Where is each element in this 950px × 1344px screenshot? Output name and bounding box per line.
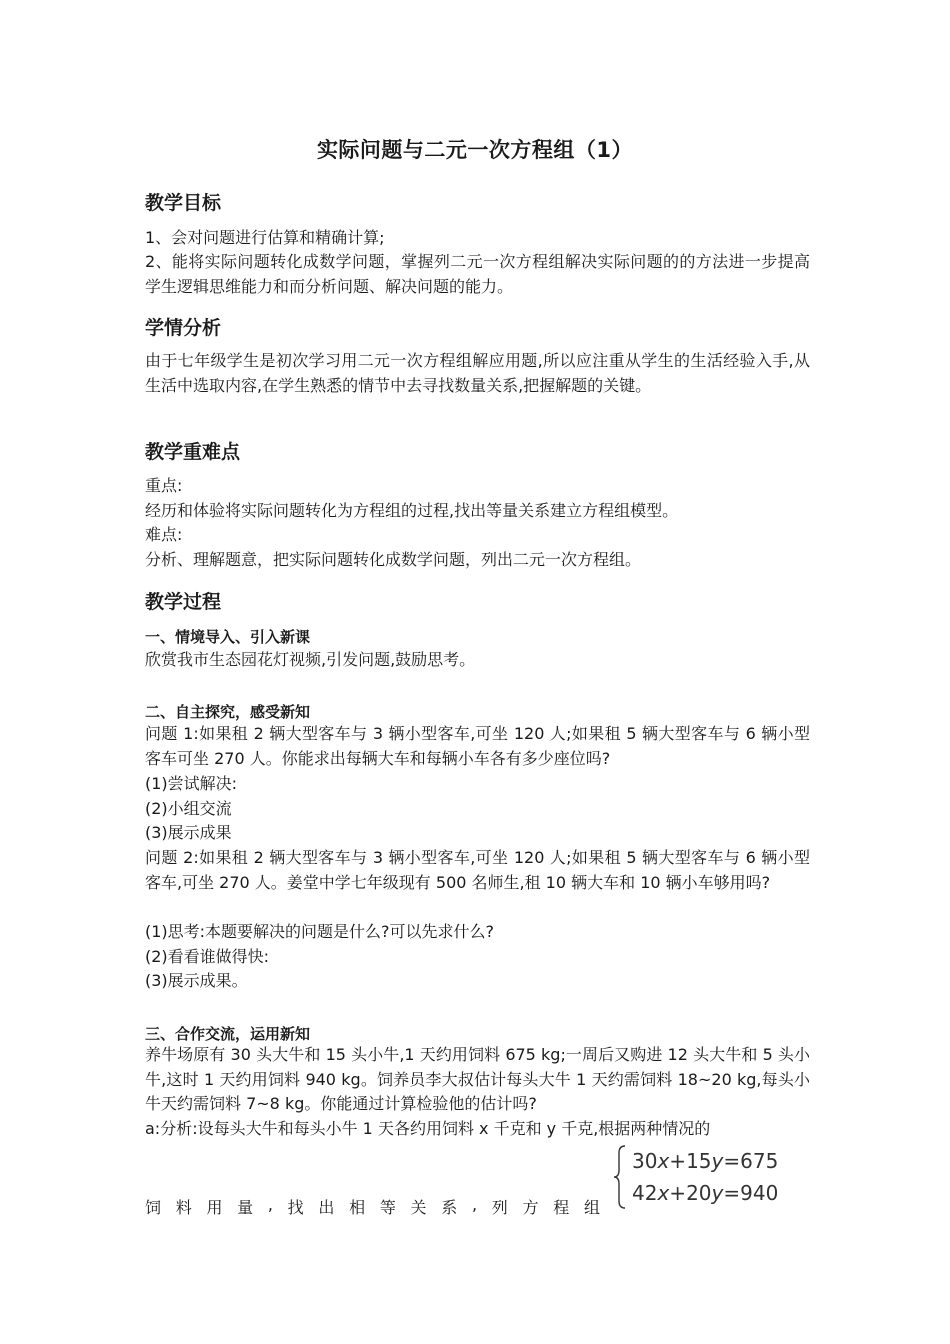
- tail-char: 系: [441, 1198, 458, 1217]
- tail-char: 量: [237, 1198, 254, 1217]
- tail-char: 用: [206, 1198, 223, 1217]
- analysis-text: 由于七年级学生是初次学习用二元一次方程组解应用题,所以应注重从学生的生活经验入手,从生活中选取内容,在学生熟悉的情节中去寻找数量关系,把握解题的关键。: [145, 351, 810, 395]
- equation-1: 30x+15y=675: [632, 1149, 779, 1173]
- goals-item-1: 1、会对问题进行估算和精确计算;: [145, 228, 385, 247]
- tail-char: 出: [318, 1198, 335, 1217]
- section-3-analysis: a:分析:设每头大牛和每头小牛 1 天各约用饲料 x 千克和 y 千克,根据两种情况的: [145, 1119, 711, 1138]
- page-title: 实际问题与二元一次方程组（1）: [316, 138, 634, 162]
- tail-char: 列: [491, 1198, 508, 1217]
- problem-2-step-2: (2)看看谁做得快:: [145, 947, 270, 966]
- problem-2-step-3: (3)展示成果。: [145, 971, 248, 990]
- tail-char: 方: [522, 1198, 539, 1217]
- difficulty-text: 分析、理解题意，把实际问题转化成数学问题，列出二元一次方程组。: [145, 550, 642, 569]
- equation-2: 42x+20y=940: [632, 1181, 779, 1205]
- problem-2: 问题 2:如果租 2 辆大型客车与 3 辆小型客车,可坐 120 人;如果租 5 辆大型客车与 6 辆小型客车,可坐 270 人。姜堂中学七年级现有 500 名师生,租 10 辆大车和 10 辆小车够用吗?: [145, 848, 810, 892]
- difficulty-label: 难点:: [145, 525, 183, 544]
- section-2-title: 二、自主探究，感受新知: [145, 703, 311, 721]
- equation-system: [612, 1143, 792, 1211]
- tail-char: ,: [471, 1195, 478, 1214]
- tail-char: 料: [175, 1198, 192, 1217]
- goals-item-2: 2、能将实际问题转化成数学问题，掌握列二元一次方程组解决实际问题的的方法进一步提高学生逻辑思维能力和而分析问题、解决问题的能力。: [145, 252, 810, 296]
- problem-1-step-2: (2)小组交流: [145, 799, 232, 818]
- focus-text: 经历和体验将实际问题转化为方程组的过程,找出等量关系建立方程组模型。: [145, 501, 679, 520]
- section-1-title: 一、情境导入、引入新课: [145, 628, 311, 646]
- tail-char: 程: [553, 1198, 570, 1217]
- section-3-analysis-tail: [145, 1195, 600, 1218]
- left-brace-icon: [612, 1143, 628, 1211]
- tail-char: 关: [410, 1198, 427, 1217]
- section-3-title: 三、合作交流，运用新知: [145, 1025, 311, 1043]
- problem-1-step-3: (3)展示成果: [145, 823, 232, 842]
- problem-1: 问题 1:如果租 2 辆大型客车与 3 辆小型客车,可坐 120 人;如果租 5 辆大型客车与 6 辆小型客车可坐 270 人。你能求出每辆大车和每辆小车各有多少座位吗?: [145, 724, 810, 768]
- problem-2-step-1: (1)思考:本题要解决的问题是什么?可以先求什么?: [145, 922, 495, 941]
- goals-heading: 教学目标: [145, 192, 222, 214]
- problem-1-step-1: (1)尝试解决:: [145, 774, 238, 793]
- tail-char: 等: [379, 1198, 396, 1217]
- process-heading: 教学过程: [145, 591, 222, 613]
- tail-char: 找: [287, 1198, 304, 1217]
- section-3-text: 养牛场原有 30 头大牛和 15 头小牛,1 天约用饲料 675 kg;一周后又购进 12 头大牛和 5 头小牛,这时 1 天约用饲料 940 kg。饲养员李大叔估计每头大牛 1 天约需饲料 18~20 kg,每头小牛天约需饲料 7~8 kg。你能通过计算检验他的估计吗?: [145, 1045, 810, 1113]
- focus-label: 重点:: [145, 476, 183, 495]
- analysis-heading: 学情分析: [145, 317, 222, 339]
- tail-char: ,: [267, 1195, 273, 1214]
- tail-char: 组: [583, 1198, 600, 1217]
- tail-char: 饲: [145, 1198, 162, 1217]
- tail-char: 相: [349, 1198, 366, 1217]
- section-1-text: 欣赏我市生态园花灯视频,引发问题,鼓励思考。: [145, 650, 476, 669]
- keypoints-heading: 教学重难点: [145, 441, 241, 463]
